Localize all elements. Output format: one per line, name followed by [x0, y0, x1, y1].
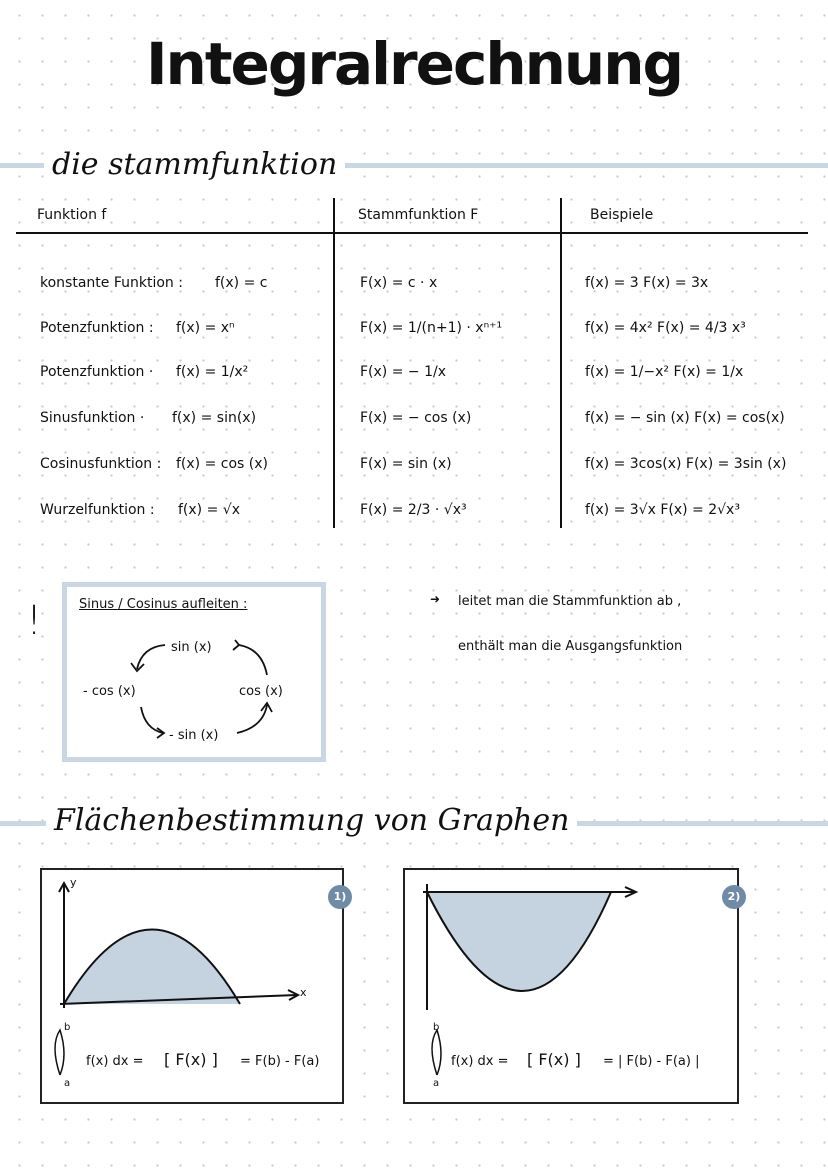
- integral-result: = F(b) - F(a): [240, 1054, 320, 1069]
- note-line-2: enthält man die Ausgangsfunktion: [458, 639, 683, 654]
- upper-bound: b: [433, 1022, 440, 1033]
- lower-bound: a: [64, 1078, 71, 1089]
- upper-bound: b: [64, 1022, 71, 1033]
- column-header: Beispiele: [590, 207, 654, 223]
- sin-cos-cycle-box: [62, 582, 326, 762]
- function-formula: f(x) = c: [215, 275, 268, 291]
- graph-card-1: [40, 868, 344, 1104]
- antiderivative-formula: F(x) = 1/(n+1) · xⁿ⁺¹: [360, 320, 503, 336]
- integral-formula: f(x) dx =: [451, 1054, 509, 1069]
- antiderivative-formula: F(x) = c · x: [360, 275, 438, 291]
- integral-result: = | F(b) - F(a) |: [603, 1054, 700, 1069]
- x-axis-label: x: [300, 986, 307, 999]
- function-name: Cosinusfunktion :: [40, 456, 162, 472]
- column-header: Funktion f: [37, 207, 107, 223]
- column-header: Stammfunktion F: [358, 207, 479, 223]
- page-title: Integralrechnung: [145, 30, 683, 98]
- column-divider: [560, 198, 562, 528]
- arrow-right-icon: ➜: [430, 592, 441, 606]
- antiderivative-formula: F(x) = − cos (x): [360, 410, 472, 426]
- graph-card-2: [403, 868, 739, 1104]
- example-formula: f(x) = − sin (x) F(x) = cos(x): [585, 410, 785, 426]
- function-name: konstante Funktion :: [40, 275, 183, 291]
- cycle-left: - cos (x): [83, 684, 136, 699]
- section-heading-flaechen: Flächenbestimmung von Graphen: [46, 803, 577, 838]
- cycle-top: sin (x): [171, 640, 212, 655]
- cycle-bottom: - sin (x): [169, 728, 219, 743]
- section-heading-stammfunktion: die stammfunktion: [44, 147, 345, 182]
- antiderivative-bracket: [ F(x) ]: [164, 1050, 218, 1069]
- function-formula: f(x) = 1/x²: [176, 364, 249, 380]
- note-line-1: leitet man die Stammfunktion ab ,: [458, 594, 682, 609]
- antiderivative-formula: F(x) = − 1/x: [360, 364, 446, 380]
- antiderivative-formula: F(x) = sin (x): [360, 456, 452, 472]
- y-axis-label: y: [70, 876, 77, 889]
- example-formula: f(x) = 3√x F(x) = 2√x³: [585, 502, 740, 518]
- function-formula: f(x) = √x: [178, 502, 240, 518]
- example-formula: f(x) = 3 F(x) = 3x: [585, 275, 709, 291]
- exclamation-icon: !: [26, 598, 43, 644]
- function-name: Wurzelfunktion :: [40, 502, 155, 518]
- graph-badge-1: 1): [328, 885, 352, 909]
- function-formula: f(x) = cos (x): [176, 456, 268, 472]
- function-formula: f(x) = xⁿ: [176, 320, 235, 336]
- antiderivative-bracket: [ F(x) ]: [527, 1050, 581, 1069]
- antiderivative-formula: F(x) = 2/3 · √x³: [360, 502, 467, 518]
- function-name: Potenzfunktion :: [40, 320, 154, 336]
- lower-bound: a: [433, 1078, 440, 1089]
- example-formula: f(x) = 1/−x² F(x) = 1/x: [585, 364, 744, 380]
- example-formula: f(x) = 3cos(x) F(x) = 3sin (x): [585, 456, 787, 472]
- cycle-title: Sinus / Cosinus aufleiten :: [79, 597, 248, 612]
- function-formula: f(x) = sin(x): [172, 410, 257, 426]
- table-header-line: [16, 232, 808, 234]
- cycle-right: cos (x): [239, 684, 283, 699]
- function-name: Sinusfunktion ·: [40, 410, 145, 426]
- function-name: Potenzfunktion ·: [40, 364, 154, 380]
- graph-badge-2: 2): [722, 885, 746, 909]
- integral-formula: f(x) dx =: [86, 1054, 144, 1069]
- column-divider: [333, 198, 335, 528]
- cycle-arrows-icon: [67, 587, 321, 757]
- example-formula: f(x) = 4x² F(x) = 4/3 x³: [585, 320, 746, 336]
